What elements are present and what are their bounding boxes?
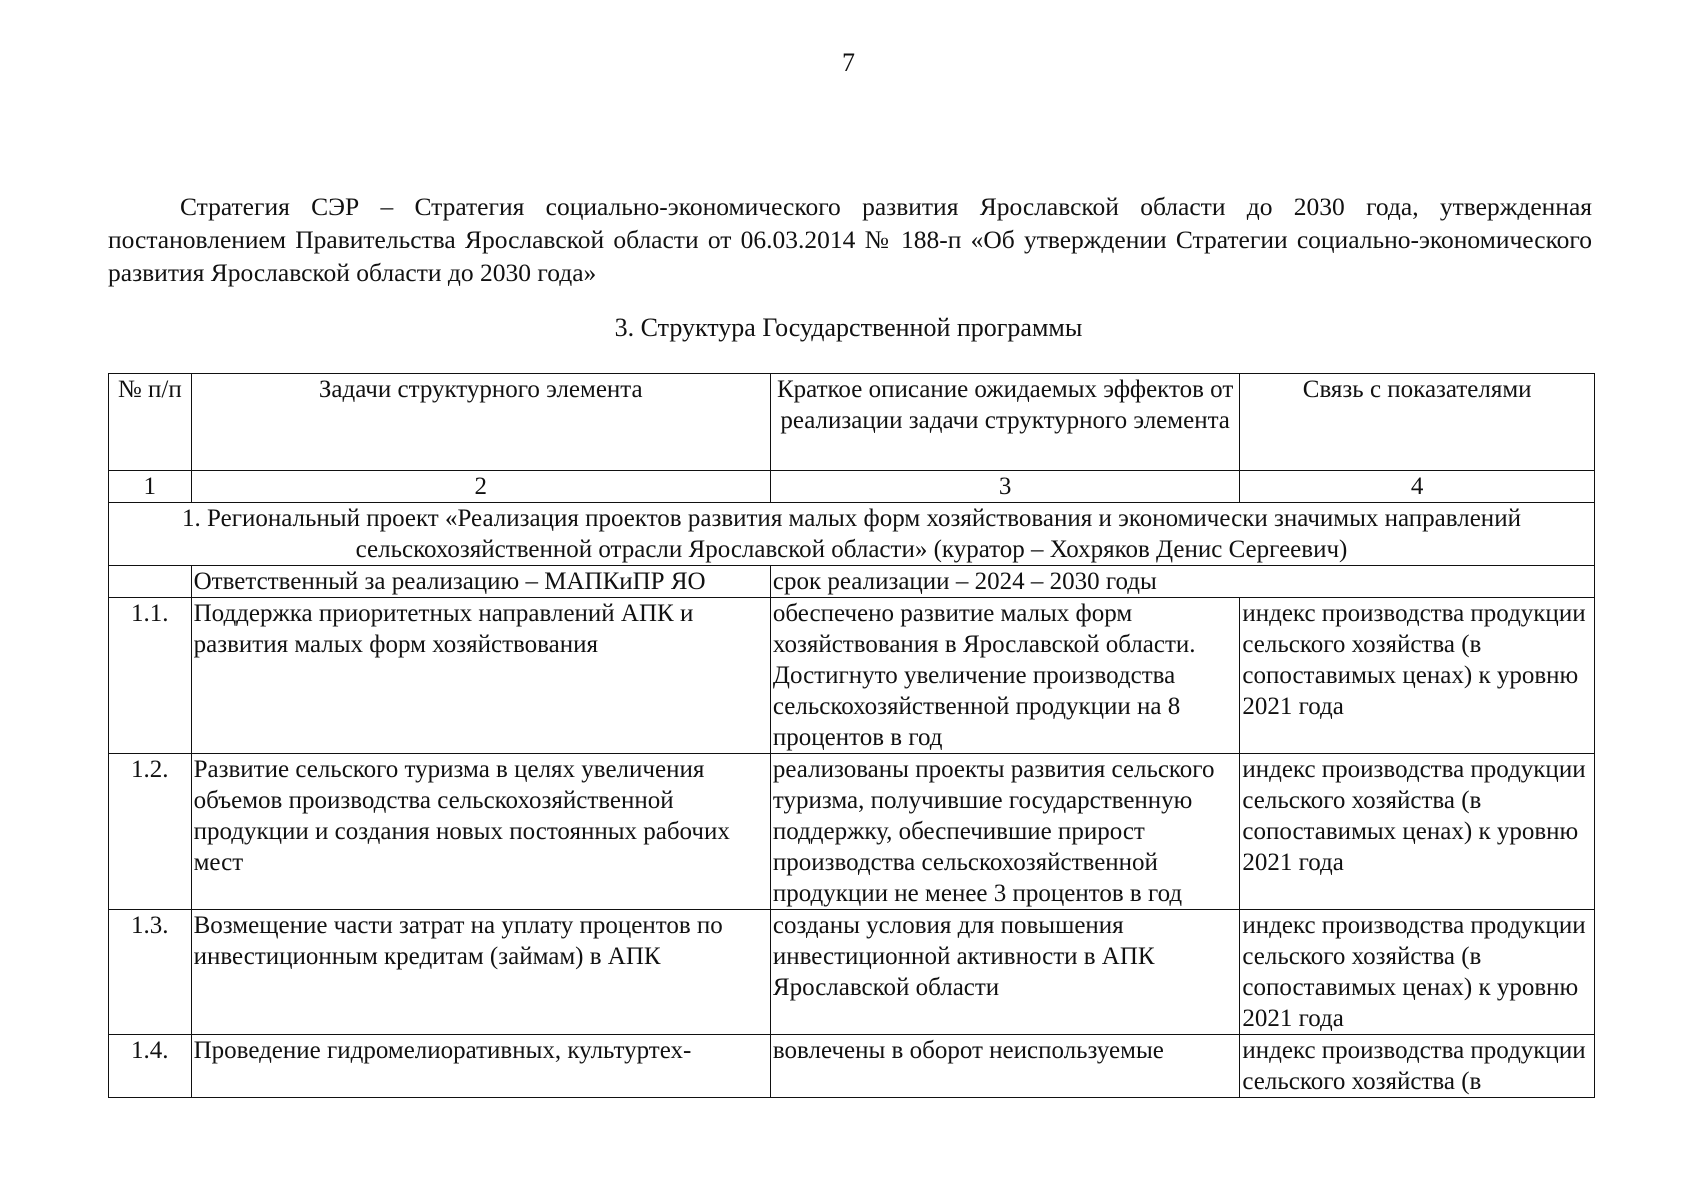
responsible-empty-cell xyxy=(109,566,192,598)
row-effect: вовлечены в оборот неиспользуемые xyxy=(770,1035,1239,1098)
header-effect: Краткое описание ожидаемых эффектов от реализации задачи структурного элемента xyxy=(770,374,1239,471)
table-row xyxy=(109,598,1595,754)
row-effect: реализованы проекты развития сельского туризма, получившие государственную поддержку, обеспечившие прирост производства сельскохозяйственной продукции не менее 3 процентов в год xyxy=(770,754,1239,910)
header-number: № п/п xyxy=(109,374,192,471)
row-number: 1.4. xyxy=(109,1035,192,1098)
row-number: 1.1. xyxy=(109,598,192,754)
table-row xyxy=(109,1035,1595,1098)
column-number-row xyxy=(109,471,1595,503)
row-indicator: индекс производства продукции сельского хозяйства (в xyxy=(1240,1035,1595,1098)
column-number: 1 xyxy=(109,471,192,503)
project-title-row xyxy=(109,503,1595,566)
row-indicator: индекс производства продукции сельского хозяйства (в сопоставимых ценах) к уровню 2021 года xyxy=(1240,910,1595,1035)
row-task: Возмещение части затрат на уплату процентов по инвестиционным кредитам (займам) в АПК xyxy=(191,910,770,1035)
project-title: 1. Региональный проект «Реализация проектов развития малых форм хозяйствования и экономически значимых направлений сельскохозяйственной отрасли Ярославской области» (куратор – Хохряков Денис Сергеевич) xyxy=(109,503,1595,566)
table-row xyxy=(109,754,1595,910)
responsible-row xyxy=(109,566,1595,598)
table-row xyxy=(109,910,1595,1035)
column-number: 3 xyxy=(770,471,1239,503)
row-indicator: индекс производства продукции сельского хозяйства (в сопоставимых ценах) к уровню 2021 года xyxy=(1240,754,1595,910)
intro-paragraph: Стратегия СЭР – Стратегия социально-экономического развития Ярославской области до 2030 года, утвержденная постановлением Правительства Ярославской области от 06.03.2014 № 188-п «Об утверждении Стратегии социально-экономического развития Ярославской области до 2030 года» xyxy=(108,192,1592,287)
row-task: Поддержка приоритетных направлений АПК и развития малых форм хозяйствования xyxy=(191,598,770,754)
responsible-text: Ответственный за реализацию – МАПКиПР ЯО xyxy=(191,566,770,598)
header-task: Задачи структурного элемента xyxy=(191,374,770,471)
table-header-row xyxy=(109,374,1595,471)
row-task: Развитие сельского туризма в целях увеличения объемов производства сельскохозяйственной продукции и создания новых постоянных рабочих мест xyxy=(191,754,770,910)
row-indicator: индекс производства продукции сельского хозяйства (в сопоставимых ценах) к уровню 2021 года xyxy=(1240,598,1595,754)
term-text: срок реализации – 2024 – 2030 годы xyxy=(770,566,1594,598)
row-effect: созданы условия для повышения инвестиционной активности в АПК Ярославской области xyxy=(770,910,1239,1035)
page-number: 7 xyxy=(842,48,855,77)
row-number: 1.2. xyxy=(109,754,192,910)
row-task: Проведение гидромелиоративных, культуртех- xyxy=(191,1035,770,1098)
program-structure-table xyxy=(108,373,1595,1098)
header-indicator: Связь с показателями xyxy=(1240,374,1595,471)
row-effect: обеспечено развитие малых форм хозяйствования в Ярославской области. Достигнуто увеличение производства сельскохозяйственной продукции на 8 процентов в год xyxy=(770,598,1239,754)
section-title: 3. Структура Государственной программы xyxy=(614,313,1083,342)
row-number: 1.3. xyxy=(109,910,192,1035)
column-number: 2 xyxy=(191,471,770,503)
column-number: 4 xyxy=(1240,471,1595,503)
